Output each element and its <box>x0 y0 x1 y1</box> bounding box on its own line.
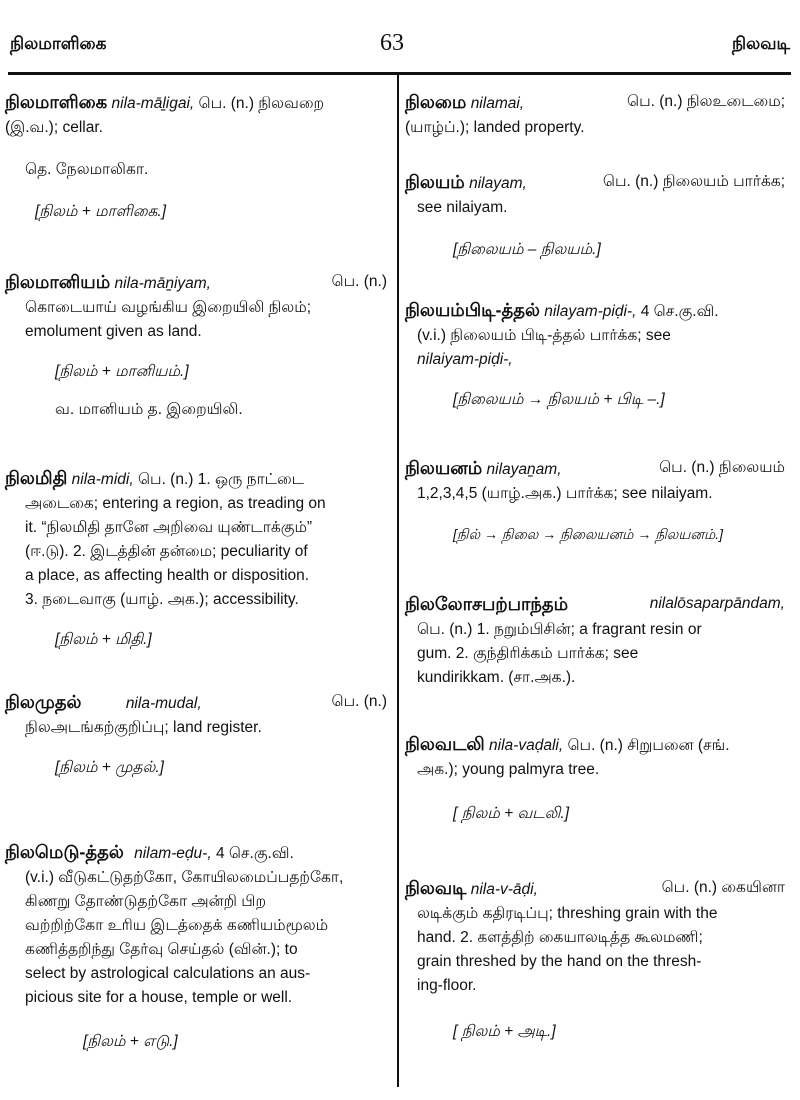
headword: நிலலோசபற்பாந்தம் <box>405 594 569 614</box>
dictionary-entry <box>405 170 785 262</box>
dictionary-entry <box>5 690 387 780</box>
definition-line: பெ. (n.) 1. ஒரு நாட்டை <box>137 471 305 488</box>
entry-text <box>405 170 785 220</box>
definition-line: (யாழ்ப்.); landed property. <box>405 119 585 136</box>
definition-line: ing-floor. <box>417 977 477 994</box>
definition-line: பெ. (n.) <box>331 273 387 290</box>
etymology: [நில் → நிலை → நிலையனம் → நிலயனம்.] <box>453 526 724 542</box>
headword: நிலமிதி <box>5 468 68 488</box>
dictionary-entry <box>405 732 785 826</box>
etymology: [நிலம் + மானியம்.] <box>55 363 189 380</box>
transliteration: nila-vaḍali, <box>489 737 564 754</box>
header-rule <box>8 72 791 75</box>
etymology: [ நிலம் + வடலி.] <box>453 805 570 822</box>
etymology: [நிலம் + எடு.] <box>83 1033 178 1050</box>
definition-line: emolument given as land. <box>25 323 202 340</box>
etymology: [நிலம் + முதல்.] <box>55 759 164 776</box>
definition-line: பெ. (n.) நிலையம் <box>659 459 785 476</box>
dictionary-entry <box>5 466 387 652</box>
left-guide-word: நிலமாளிகை <box>10 34 107 53</box>
entry-text <box>405 298 785 372</box>
headword: நிலமாளிகை <box>5 92 108 112</box>
dictionary-entry <box>405 592 785 690</box>
definition-line: (v.i.) வீடுகட்டுதற்கோ, கோயிலமைப்பதற்கோ, <box>25 869 344 886</box>
definition-line: பெ. (n.) 1. நறும்பிசின்; a fragrant resin or <box>417 621 702 638</box>
definition-line: கணித்தறிந்து தேர்வு செய்தல் (வின்.); to <box>25 941 298 958</box>
transliteration: nila-māṉiyam, <box>114 275 211 292</box>
entry-text <box>405 456 785 506</box>
headword: நிலயனம் <box>405 458 483 478</box>
definition-line: 4 செ.கு.வி. <box>640 303 719 320</box>
definition-line: (ஈ.டு). 2. இடத்தின் தன்மை; peculiarity of <box>25 543 308 560</box>
etymology: [நிலையம் – நிலயம்.] <box>453 241 601 258</box>
definition-line: வற்றிற்கோ உரிய இடத்தைக் கணியம்மூலம் <box>25 917 329 934</box>
definition-line: லடிக்கும் கதிரடிப்பு; threshing grain with the <box>417 905 718 922</box>
transliteration: nila-māḻigai, <box>111 95 195 112</box>
transliteration: nilam-eḍu-, <box>134 845 212 862</box>
headword: நிலயம் <box>405 172 465 192</box>
transliteration: nila-midi, <box>71 471 134 488</box>
headword: நிலமானியம் <box>5 272 111 292</box>
entry-text <box>5 90 387 140</box>
headword: நிலவடி <box>405 878 467 898</box>
transliteration: nilayaṉam, <box>486 461 562 478</box>
definition-line: பெ. (n.) கையினா <box>661 879 785 896</box>
dictionary-entry <box>405 876 785 1044</box>
definition-line: select by astrological calculations an aus- <box>25 965 311 982</box>
definition-line: அடைகை; entering a region, as treading on <box>25 495 326 512</box>
definition-line: 3. நடைவாகு (யாழ். அக.); accessibility. <box>25 591 299 608</box>
entry-text <box>405 592 785 690</box>
transliteration: nilayam, <box>469 175 527 192</box>
transliteration: nilalōsaparpāndam, <box>649 595 785 612</box>
page-header <box>0 30 800 70</box>
entry-text <box>5 840 387 1010</box>
definition-line: பெ. (n.) <box>331 693 387 710</box>
dictionary-entry <box>405 456 785 546</box>
entry-text <box>405 876 785 998</box>
definition-line: 1,2,3,4,5 (யாழ்.அக.) பார்க்க; see nilaiyam. <box>417 485 713 502</box>
definition-line: picious site for a house, temple or well. <box>25 989 293 1006</box>
right-guide-word: நிலவடி <box>732 34 790 53</box>
etymology: [நிலம் + மிதி.] <box>55 631 152 648</box>
transliteration: nila-mudal, <box>125 695 202 712</box>
definition-line: it. “நிலமிதி தானே அறிவை யுண்டாக்கும்” <box>25 519 313 536</box>
transliteration: nilamai, <box>470 95 525 112</box>
definition-line: நிலஅடங்கற்குறிப்பு; land register. <box>25 719 262 736</box>
definition-line: hand. 2. களத்திற் கையாலடித்த கூலமணி; <box>417 929 703 946</box>
definition-line: nilaiyam-piḍi-, <box>417 351 513 368</box>
cognate: வ. மானியம் த. இறையிலி. <box>55 401 243 418</box>
definition-line: see nilaiyam. <box>417 199 508 216</box>
dictionary-entry <box>405 298 785 412</box>
definition-line: gum. 2. குந்திரிக்கம் பார்க்க; see <box>417 645 639 662</box>
etymology: [நிலையம் → நிலயம் + பிடி –.] <box>453 391 665 408</box>
headword: நிலயம்பிடி-த்தல் <box>405 300 540 320</box>
definition-line: கிணறு தோண்டுதற்கோ அன்றி பிற <box>25 893 266 910</box>
definition-line: பெ. (n.) நிலவறை <box>198 95 325 112</box>
cognate: தெ. நேலமாலிகா. <box>25 161 149 178</box>
column-divider <box>397 75 399 1087</box>
definition-line: பெ. (n.) சிறுபனை (சங். <box>567 737 730 754</box>
page-number: 63 <box>380 30 404 56</box>
dictionary-entry <box>5 840 387 1054</box>
headword: நிலமெடு-த்தல் <box>5 842 124 862</box>
definition-line: கொடையாய் வழங்கிய இறையிலி நிலம்; <box>25 299 312 316</box>
definition-line: (இ.வ.); cellar. <box>5 119 103 136</box>
headword: நிலமை <box>405 92 467 112</box>
dictionary-entry <box>405 90 785 140</box>
entry-text <box>405 732 785 782</box>
headword: நிலமுதல் <box>5 692 82 712</box>
definition-line: பெ. (n.) நிலையம் பார்க்க; <box>602 173 785 190</box>
definition-line: 4 செ.கு.வி. <box>215 845 294 862</box>
entry-text <box>5 270 387 344</box>
definition-line: அக.); young palmyra tree. <box>417 761 600 778</box>
dictionary-entry <box>5 90 387 224</box>
definition-line: grain threshed by the hand on the thresh- <box>417 953 702 970</box>
definition-line: kundirikkam. (சா.அக.). <box>417 669 576 686</box>
transliteration: nilayam-piḍi-, <box>544 303 637 320</box>
entry-text <box>5 466 387 612</box>
transliteration: nila-v-āḍi, <box>470 881 538 898</box>
dictionary-entry <box>5 270 387 422</box>
entry-text <box>405 90 785 140</box>
definition-line: (v.i.) நிலையம் பிடி-த்தல் பார்க்க; see <box>417 327 671 344</box>
definition-line: பெ. (n.) நிலஉடைமை; <box>627 93 785 110</box>
definition-line: a place, as affecting health or disposition. <box>25 567 310 584</box>
headword: நிலவடலி <box>405 734 485 754</box>
etymology: [ நிலம் + அடி.] <box>453 1023 556 1040</box>
entry-text <box>5 690 387 740</box>
etymology: [நிலம் + மாளிகை.] <box>35 203 167 220</box>
